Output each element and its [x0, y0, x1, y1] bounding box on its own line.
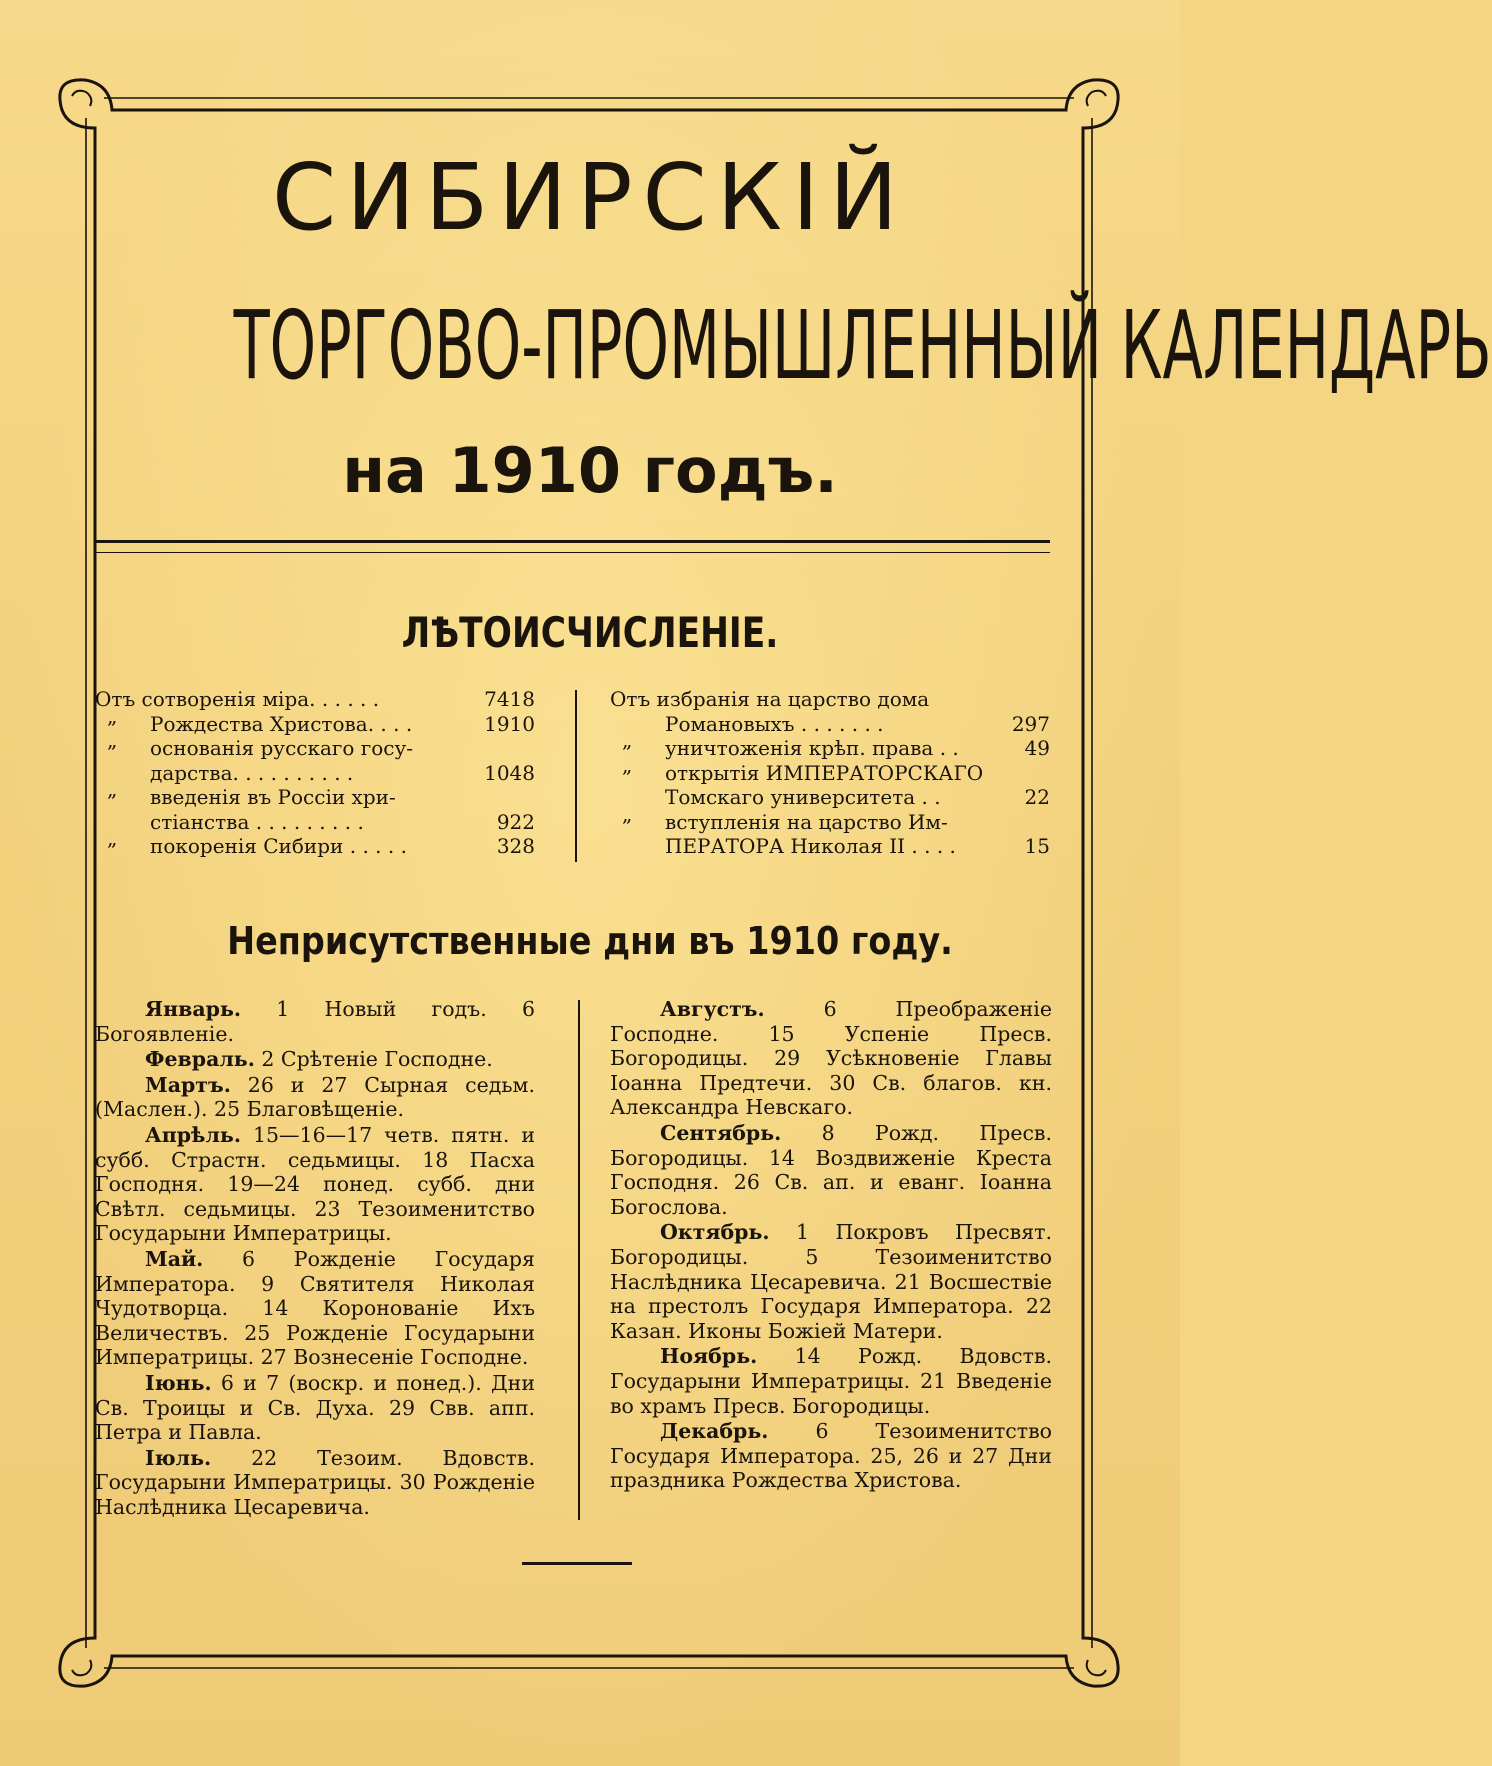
era-row — [610, 810, 1050, 835]
era-label: „ Рождества Христова. . . . — [150, 711, 413, 736]
era-label: „ покоренія Сибири . . . . . — [150, 834, 407, 858]
era-value: 22 — [1024, 785, 1050, 809]
month-name: Сентябрь. — [660, 1120, 782, 1145]
holiday-text: 14 Рожд. Вдовств. Государыни Императрицы. 21 Введеніе во храмъ Пресв. Богородицы. — [610, 1344, 1052, 1418]
holidays-right-column — [610, 997, 1052, 1494]
era-label: Романовыхъ . . . . . . . — [665, 711, 884, 736]
month-name: Апрѣль. — [145, 1122, 241, 1147]
era-value: 49 — [1024, 736, 1050, 760]
era-row — [610, 687, 1050, 712]
month-name: Январь. — [145, 997, 241, 1021]
era-value: 1910 — [484, 711, 535, 736]
era-right-column — [610, 687, 1050, 859]
month-name: Октябрь. — [660, 1220, 770, 1245]
era-row — [95, 712, 535, 737]
era-value — [529, 785, 535, 810]
era-label: „ введенія въ Россіи хри- — [150, 785, 396, 809]
era-value — [1044, 687, 1050, 712]
era-row — [95, 834, 535, 859]
era-row — [95, 687, 535, 712]
era-label: Отъ избранія на царство дома — [610, 687, 930, 711]
era-heading: ЛѢТОИСЧИСЛЕНІЕ. — [401, 608, 779, 657]
era-label: стіанства . . . . . . . . . — [150, 809, 364, 834]
era-left-column — [95, 687, 535, 859]
title-siberian: СИБИРСКІЙ — [272, 144, 908, 251]
holiday-paragraph — [610, 997, 1052, 1120]
era-label: „ уничтоженія крѣп. права . . — [665, 736, 959, 760]
era-label: ПЕРАТОРА Николая II . . . . — [665, 834, 956, 858]
era-label: „ основанія русскаго госу- — [150, 736, 414, 760]
month-name: Августъ. — [660, 997, 765, 1021]
holiday-paragraph — [95, 1247, 535, 1370]
holiday-paragraph — [95, 1371, 535, 1445]
holiday-paragraph — [610, 1220, 1052, 1343]
holiday-text: 1 Новый годъ. 6 Богоявленіе. — [95, 997, 535, 1046]
holiday-paragraph — [95, 1123, 535, 1246]
holiday-text: 8 Рожд. Пресв. Богородицы. 14 Воздвиженіе Креста Господня. 26 Св. ап. и еванг. Іоанна Богослова. — [610, 1120, 1052, 1219]
era-label: „ открытія ИМПЕРАТОРСКАГО — [665, 760, 984, 785]
era-row — [610, 834, 1050, 859]
holiday-paragraph — [95, 1047, 535, 1072]
holiday-paragraph — [95, 997, 535, 1046]
era-value: 922 — [496, 809, 535, 834]
era-row — [95, 736, 535, 761]
month-name: Декабрь. — [660, 1419, 769, 1444]
holiday-paragraph — [610, 1344, 1052, 1418]
era-label: Томскаго университета . . — [665, 785, 941, 809]
era-column-divider — [575, 690, 577, 862]
holiday-text: 6 и 7 (воскр. и понед.). Дни Св. Троицы и Св. Духа. 29 Свв. апп. Петра и Павла. — [95, 1370, 535, 1445]
era-row — [95, 761, 535, 786]
era-value: 15 — [1024, 834, 1050, 858]
month-name: Іюль. — [145, 1445, 212, 1470]
era-row — [95, 810, 535, 835]
era-value: 328 — [496, 834, 535, 858]
era-label: „ вступленія на царство Им- — [665, 809, 948, 834]
era-row — [610, 761, 1050, 786]
holiday-text: 15—16—17 четв. пятн. и субб. Страстн. седьмицы. 18 Пасха Господня. 19—24 понед. субб. дни Свѣтл. седьмицы. 23 Тезоименитство Государыни Императрицы. — [95, 1122, 535, 1246]
title-year: на 1910 годъ. — [342, 434, 838, 507]
era-value — [1044, 810, 1050, 835]
holidays-column-divider — [578, 1000, 580, 1520]
month-name: Мартъ. — [145, 1072, 231, 1097]
title-divider — [95, 540, 1050, 553]
era-value: 1048 — [484, 760, 535, 785]
era-label: дарства. . . . . . . . . . — [150, 760, 354, 785]
era-value — [1044, 761, 1050, 786]
holiday-text: 6 Тезоименитство Государя Императора. 25, 26 и 27 Дни праздника Рождества Христова. — [610, 1419, 1052, 1493]
holiday-text: 6 Рожденіе Государя Императора. 9 Святителя Николая Чудотворца. 14 Коронованіе Ихъ Величествъ. 25 Рожденіе Государыни Императрицы. 27 Вознесеніе Господне. — [95, 1246, 535, 1370]
holiday-paragraph — [95, 1446, 535, 1520]
holiday-paragraph — [610, 1121, 1052, 1219]
era-value: 297 — [1011, 711, 1050, 736]
era-row — [610, 785, 1050, 810]
holiday-text: 26 и 27 Сырная седьм. (Маслен.). 25 Благовѣщеніе. — [95, 1072, 535, 1122]
era-label: Отъ сотворенія міра. . . . . . — [95, 687, 380, 711]
era-row — [610, 736, 1050, 761]
holidays-left-column — [95, 997, 535, 1520]
era-row — [610, 712, 1050, 737]
holiday-paragraph — [95, 1073, 535, 1122]
month-name: Іюнь. — [145, 1370, 212, 1395]
holiday-text: 6 Преображеніе Господне. 15 Успеніе Пресв. Богородицы. 29 Усѣкновеніе Главы Іоанна Предтечи. 30 Св. благов. кн. Александра Невскаго. — [610, 997, 1052, 1120]
era-row — [95, 785, 535, 810]
month-name: Ноябрь. — [660, 1344, 758, 1369]
month-name: Май. — [145, 1246, 204, 1271]
holidays-heading: Неприсутственные дни въ 1910 году. — [227, 919, 953, 963]
holiday-paragraph — [610, 1419, 1052, 1493]
holiday-text: 1 Покровъ Пресвят. Богородицы. 5 Тезоименитство Наслѣдника Цесаревича. 21 Восшествіе на престолъ Государя Императора. 22 Казан. Иконы Божіей Матери. — [610, 1220, 1052, 1343]
title-calendar: ТОРГОВО-ПРОМЫШЛЕННЫЙ КАЛЕНДАРЬ — [233, 291, 1492, 402]
closing-rule — [522, 1562, 632, 1565]
month-name: Февраль. — [145, 1047, 255, 1072]
holiday-text: 2 Срѣтеніе Господне. — [254, 1047, 493, 1072]
holiday-text: 22 Тезоим. Вдовств. Государыни Императрицы. 30 Рожденіе Наслѣдника Цесаревича. — [95, 1445, 535, 1519]
era-value — [529, 736, 535, 761]
era-value: 7418 — [484, 687, 535, 711]
